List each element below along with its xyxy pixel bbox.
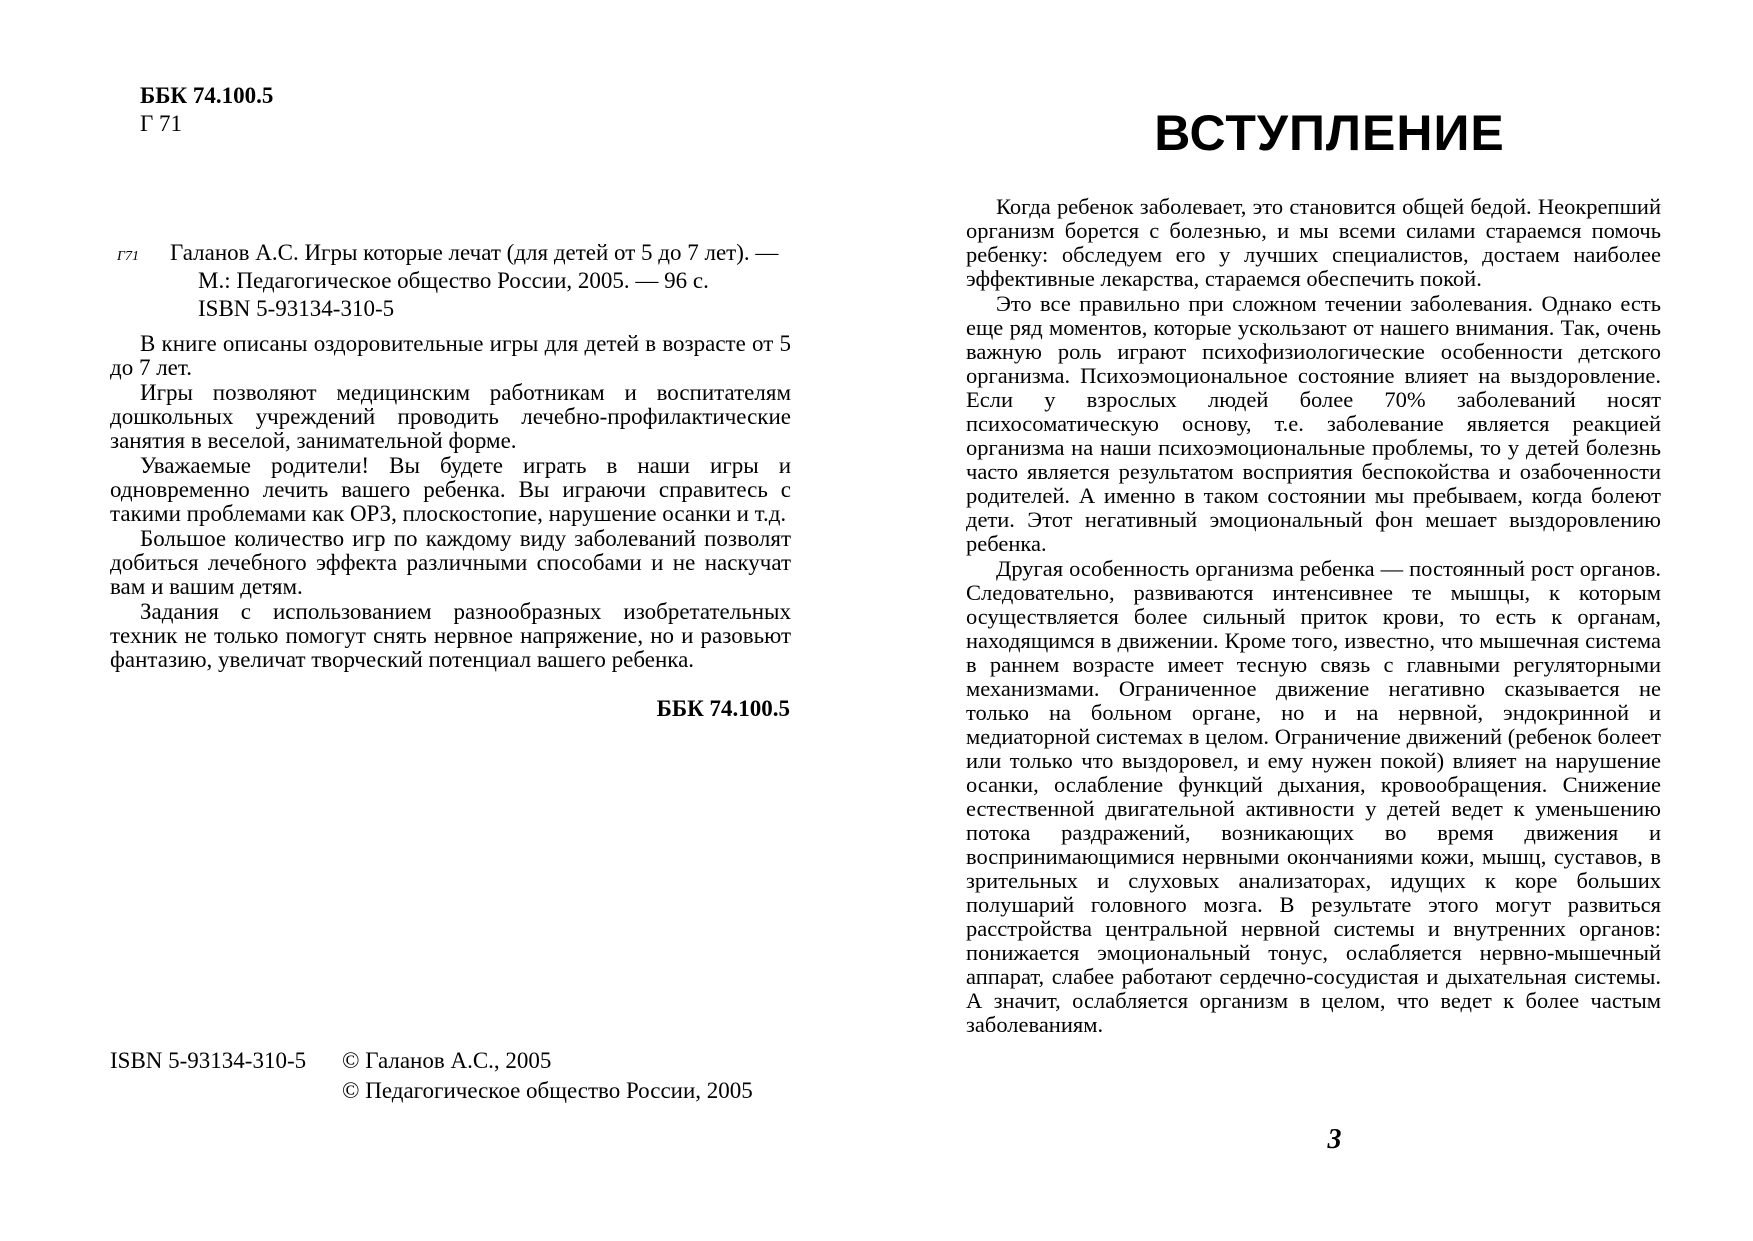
biblio-line-1: Галанов А.С. Игры которые лечат (для детей от 5 до 7 лет). — (170, 240, 779, 265)
copyright-publisher: © Педагогическое общество России, 2005 (342, 1078, 753, 1103)
annotation-paragraph: Уважаемые родители! Вы будете играть в наши игры и одновременно лечить вашего ребенка. Вы играючи справитесь с такими проблемами как ОРЗ, плоскостопие, нарушение осанки и т.д. (110, 453, 791, 526)
biblio-code: Г71 (117, 249, 139, 264)
author-mark: Г 71 (140, 111, 183, 136)
right-page (876, 0, 1753, 1241)
bbk-header: ББК 74.100.5 (140, 83, 274, 108)
isbn: ISBN 5-93134-310-5 (110, 1048, 307, 1073)
bbk-footer: ББК 74.100.5 (656, 696, 790, 721)
chapter-title: ВСТУПЛЕНИЕ (1154, 105, 1505, 161)
bibliographic-record (170, 239, 802, 323)
copyright-author: © Галанов А.С., 2005 (342, 1048, 552, 1073)
left-page (0, 0, 876, 1241)
annotation-paragraph: Задания с использованием разнообразных изобретательных техник не только помогут снять нервное напряжение, но и разовьют фантазию, увеличат творческий потенциал вашего ребенка. (110, 599, 791, 672)
annotation-paragraph: Большое количество игр по каждому виду заболеваний позволят добиться лечебного эффекта различными способами и не наскучат вам и вашим детям. (110, 526, 791, 599)
biblio-line-2: М.: Педагогическое общество России, 2005. — 96 с. (198, 268, 709, 293)
body-paragraph: Это все правильно при сложном течении заболевания. Однако есть еще ряд моментов, которые ускользают от нашего внимания. Так, очень важную роль играют психофизиологические особенности детского организма. Психоэмоциональное состояние влияет на выздоровление. Если у взрослых людей более 70% заболеваний носят психосоматическую основу, т.е. заболевание является реакцией организма на наши психоэмоциональные проблемы, то у детей болезнь часто является результатом восприятия беспокойства и озабоченности родителей. А именно в таком состоянии мы пребываем, когда болеют дети. Этот негативный эмоциональный фон мешает выздоровлению ребенка. (966, 291, 1661, 556)
annotation-paragraph: В книге описаны оздоровительные игры для детей в возрасте от 5 до 7 лет. (110, 331, 791, 380)
chapter-body (966, 195, 1661, 1038)
page-number: 3 (1327, 1124, 1342, 1155)
annotation (110, 332, 791, 673)
annotation-paragraph: Игры позволяют медицинским работникам и воспитателям дошкольных учреждений проводить лечебно-профилактические занятия в веселой, занимательной форме. (110, 380, 791, 453)
body-paragraph: Другая особенность организма ребенка — постоянный рост органов. Следовательно, развиваются интенсивнее те мышцы, к которым осуществляется более сильный приток крови, то есть к органам, находящимся в движении. Кроме того, известно, что мышечная система в раннем возрасте имеет тесную связь с главными регуляторными механизмами. Ограниченное движение негативно сказывается не только на больном органе, но и на нервной, эндокринной и медиаторной системах в целом. Ограничение движений (ребенок болеет или только что выздоровел, и ему нужен покой) влияет на нарушение осанки, ослабление функций дыхания, кровообращения. Снижение естественной двигательной активности у детей ведет к уменьшению потока раздражений, возникающих во время движения и воспринимающимися нервными окончаниями кожи, мышц, суставов, в зрительных и слуховых анализаторах, идущих к коре больших полушарий головного мозга. В результате этого могут развиться расстройства центральной нервной системы и внутренних органов: понижается эмоциональный тонус, ослабляется нервно-мышечный аппарат, слабее работают сердечно-сосудистая и дыхательная системы. А значит, ослабляется организм в целом, что ведет к более частым заболеваниям. (966, 556, 1661, 1037)
biblio-line-3: ISBN 5-93134-310-5 (198, 296, 395, 321)
body-paragraph: Когда ребенок заболевает, это становится общей бедой. Неокрепший организм борется с болезнью, и мы всеми силами стараемся помочь ребенку: обследуем его у лучших специалистов, достаем наиболее эффективные лекарства, стараемся обеспечить покой. (966, 194, 1661, 291)
